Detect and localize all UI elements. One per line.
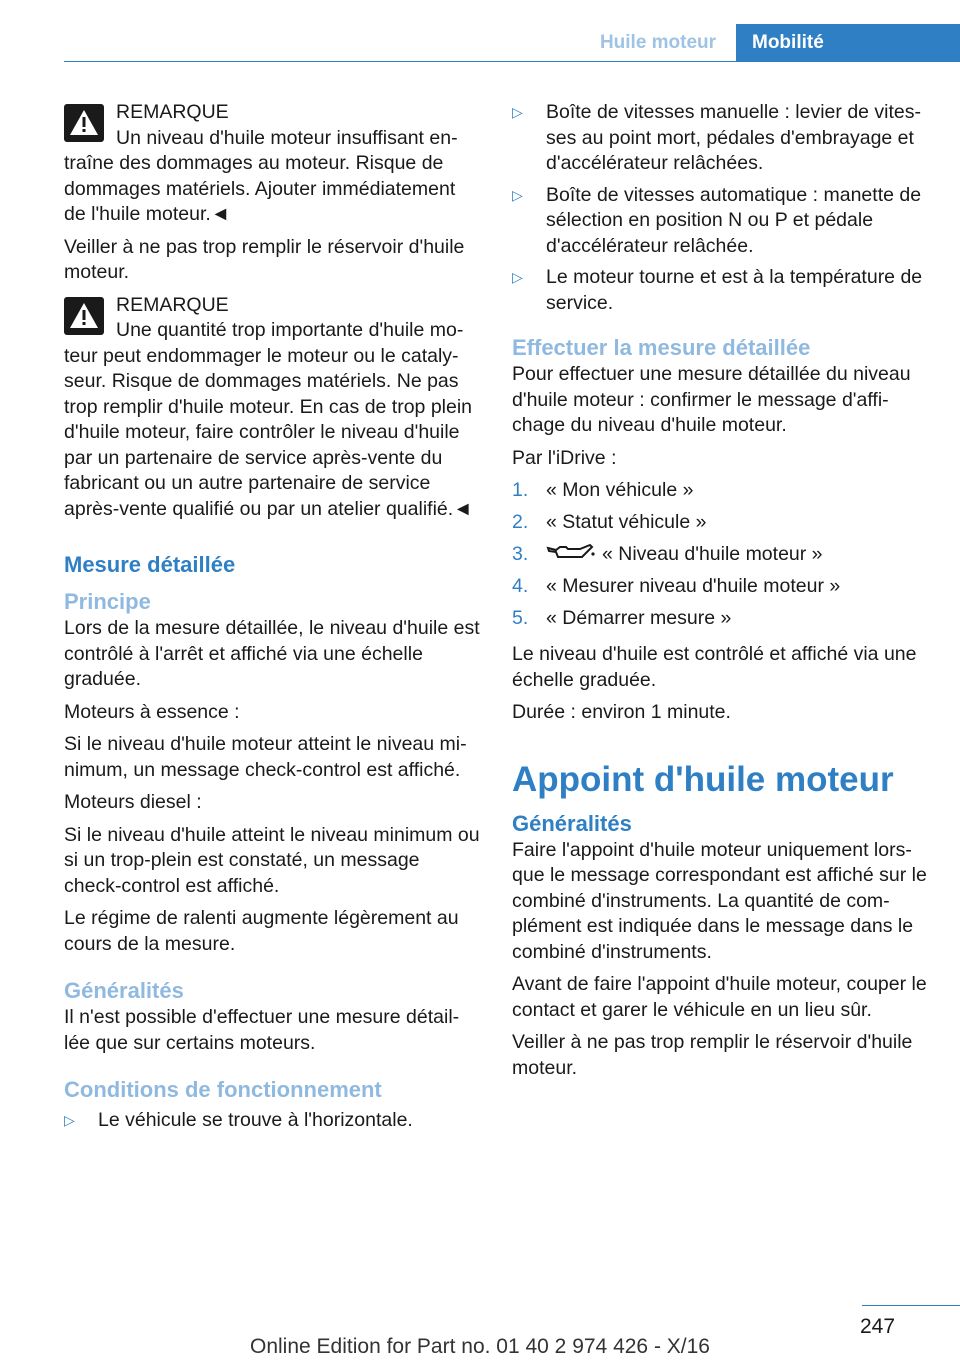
header-rule xyxy=(64,61,736,62)
list-item: 2. « Statut véhicule » xyxy=(512,511,707,533)
list-item: 1. « Mon véhicule » xyxy=(512,479,694,501)
paragraph: Il n'est possible d'effectuer une mesure détail-lée que sur certains moteurs. xyxy=(64,1006,460,1054)
header-section-title: Huile moteur xyxy=(599,32,717,53)
left-column xyxy=(64,100,480,1141)
triangle-bullet-icon: ▷ xyxy=(512,269,523,285)
list-item: 3. « Niveau d'huile moteur » xyxy=(512,543,823,565)
steps-list xyxy=(512,478,928,638)
subheading: Généralités xyxy=(64,978,184,1003)
condition-list xyxy=(512,100,928,316)
paragraph: Moteurs diesel : xyxy=(64,791,202,813)
right-column xyxy=(512,100,928,1088)
paragraph: Par l'iDrive : xyxy=(512,446,617,469)
subheading: Effectuer la mesure détaillée xyxy=(512,335,811,360)
note-text: Une quantité trop importante d'huile mo-teur peut endommager le moteur ou le cataly-seur. Risque de dommages matériels. Ne pas trop remplir d'huile moteur. En cas de trop plein d'huile moteur, faire contrôler le niveau d'huile par un partenaire de service après-vente du fabricant ou un autre partenaire de service après-vente qualifié ou par un atelier qualifié.◄ xyxy=(64,319,473,520)
warning-note xyxy=(64,100,480,228)
paragraph: Veiller à ne pas trop remplir le réservoir d'huile moteur. xyxy=(512,1031,913,1079)
list-item: ▷ Le véhicule se trouve à l'horizontale. xyxy=(64,1108,480,1134)
paragraph: Lors de la mesure détaillée, le niveau d'huile est contrôlé à l'arrêt et affiché via une échelle graduée. xyxy=(64,617,480,690)
list-item: ▷ Boîte de vitesses manuelle : levier de vites-ses au point mort, pédales d'embrayage et d'accélérateur relâchées. xyxy=(512,101,922,174)
paragraph: Pour effectuer une mesure détaillée du niveau d'huile moteur : confirmer le message d'affi-chage du niveau d'huile moteur. xyxy=(512,363,911,436)
triangle-bullet-icon: ▷ xyxy=(512,104,523,120)
warning-icon xyxy=(64,297,104,335)
warning-icon xyxy=(64,104,104,142)
section-heading: Mesure détaillée xyxy=(64,552,236,577)
list-item: 4. « Mesurer niveau d'huile moteur » xyxy=(512,575,841,597)
oil-can-icon xyxy=(546,543,596,563)
edition-footer: Online Edition for Part no. 01 40 2 974 426 - X/16 xyxy=(250,1335,710,1358)
triangle-bullet-icon: ▷ xyxy=(64,1112,75,1128)
paragraph: Durée : environ 1 minute. xyxy=(512,701,731,723)
triangle-bullet-icon: ▷ xyxy=(512,186,523,203)
paragraph: Avant de faire l'appoint d'huile moteur, couper le contact et garer le véhicule en un lieu sûr. xyxy=(512,973,927,1021)
footer-rule xyxy=(862,1305,960,1306)
note-label: REMARQUE xyxy=(116,293,229,316)
list-item: 5. « Démarrer mesure » xyxy=(512,607,732,629)
paragraph: Si le niveau d'huile atteint le niveau minimum ou si un trop-plein est constaté, un message check-control est affiché. xyxy=(64,823,480,897)
subheading: Conditions de fonctionnement xyxy=(64,1077,382,1102)
list-item: ▷ Le moteur tourne et est à la température de service. xyxy=(512,266,923,314)
paragraph: Faire l'appoint d'huile moteur uniquement lors-que le message correspondant est affiché sur le combiné d'instruments. La quantité de com-plément est indiquée dans le message dans le combiné d'instruments. xyxy=(512,838,927,963)
warning-note xyxy=(64,293,480,523)
header-chapter-tab: Mobilité xyxy=(736,24,960,62)
paragraph: Si le niveau d'huile moteur atteint le niveau mi-nimum, un message check-control est affiché. xyxy=(64,733,467,781)
subheading: Généralités xyxy=(512,810,632,836)
note-label: REMARQUE xyxy=(116,101,229,123)
paragraph: Le niveau d'huile est contrôlé et affiché via une échelle graduée. xyxy=(512,643,917,691)
condition-list xyxy=(64,1108,480,1134)
chapter-heading: Appoint d'huile moteur xyxy=(512,759,894,799)
list-item: ▷ Boîte de vitesses automatique : manette de sélection en position N ou P et pédale d'accélérateur relâchée. xyxy=(512,183,922,257)
paragraph: Le régime de ralenti augmente légèrement au cours de la mesure. xyxy=(64,907,459,955)
page-number: 247 xyxy=(860,1315,896,1338)
subheading: Principe xyxy=(64,589,151,614)
paragraph: Moteurs à essence : xyxy=(64,700,240,723)
note-text: Un niveau d'huile moteur insuffisant en-traîne des dommages au moteur. Risque de dommages matériels. Ajouter immédiatement de l'huile moteur.◄ xyxy=(64,126,458,225)
paragraph: Veiller à ne pas trop remplir le réservoir d'huile moteur. xyxy=(64,235,465,283)
